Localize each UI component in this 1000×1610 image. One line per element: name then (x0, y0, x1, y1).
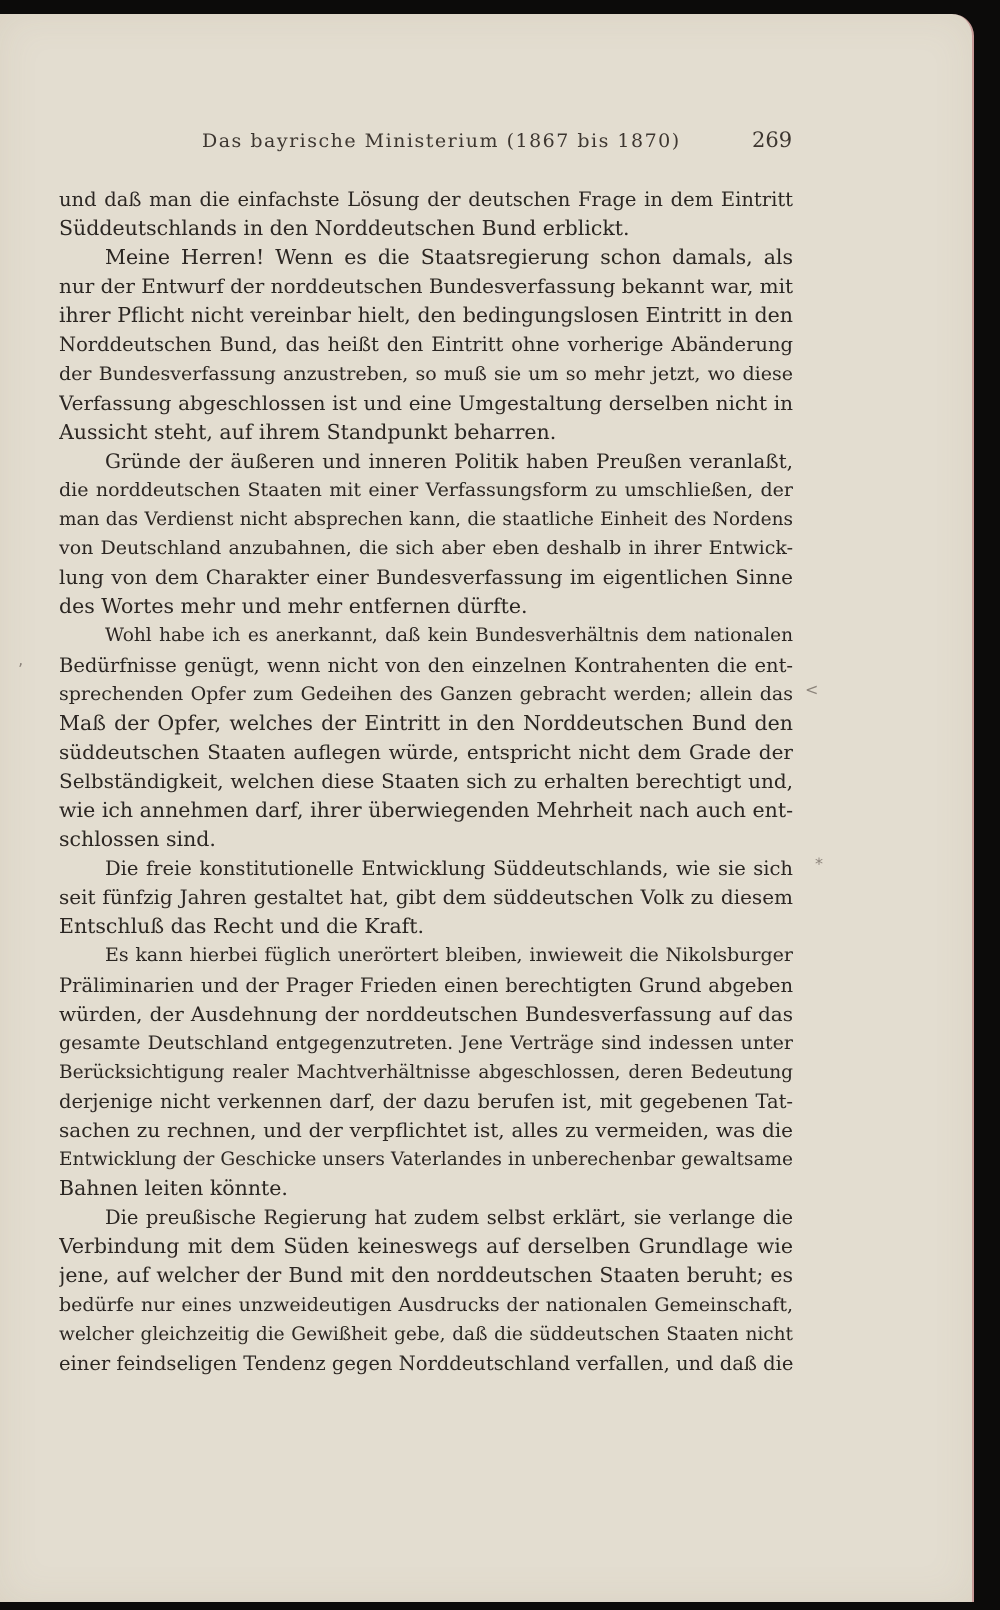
text-line: lung von dem Charakter einer Bundesverfassung im eigentlichen Sinne (59, 565, 793, 590)
text-line: Süddeutschlands in den Norddeutschen Bund erblickt. (59, 216, 630, 241)
text-line: sachen zu rechnen, und der verpflichtet ist, alles zu vermeiden, was die (59, 1118, 793, 1142)
text-line: Die freie konstitutionelle Entwicklung Süddeutschlands, wie sie sich (105, 857, 793, 881)
text-line: jene, auf welcher der Bund mit den norddeutschen Staaten beruht; es (59, 1263, 793, 1288)
book-page (0, 14, 974, 1602)
text-line: der Bundesverfassung anzustreben, so muß sie um so mehr jetzt, wo diese (59, 362, 793, 385)
page-number: 269 (752, 128, 793, 152)
body-text (59, 185, 793, 1378)
text-line: Bedürfnisse genügt, wenn nicht von den einzelnen Kontrahenten die ent- (59, 653, 793, 677)
text-line: seit fünfzig Jahren gestaltet hat, gibt dem süddeutschen Volk zu diesem (59, 885, 793, 910)
text-line: Norddeutschen Bund, das heißt den Eintritt ohne vorherige Abänderung (59, 333, 793, 357)
text-line: ihrer Pflicht nicht vereinbar hielt, den bedingungslosen Eintritt in den (59, 303, 793, 328)
text-line: Präliminarien und der Prager Frieden einen berechtigten Grund abgeben (59, 973, 793, 997)
text-line: Bahnen leiten könnte. (59, 1176, 288, 1201)
text-line: derjenige nicht verkennen darf, der dazu berufen ist, mit gegebenen Tat- (59, 1089, 793, 1113)
page-header (0, 126, 972, 156)
text-line: die norddeutschen Staaten mit einer Verfassungsform zu umschließen, der (59, 478, 793, 501)
text-line: Maß der Opfer, welches der Eintritt in den Norddeutschen Bund den (59, 710, 793, 735)
text-line: Entschluß das Recht und die Kraft. (59, 914, 425, 939)
text-line: Gründe der äußeren und inneren Politik haben Preußen veranlaßt, (105, 448, 793, 473)
text-line: Aussicht steht, auf ihrem Standpunkt beharren. (59, 419, 557, 444)
running-title: Das bayrische Ministerium (1867 bis 1870) (202, 130, 681, 152)
text-line: wie ich annehmen darf, ihrer überwiegenden Mehrheit nach auch ent- (59, 797, 793, 822)
text-line: schlossen sind. (59, 827, 216, 852)
text-line: Die preußische Regierung hat zudem selbst erklärt, sie verlange die (105, 1206, 793, 1230)
text-line: des Wortes mehr und mehr entfernen dürfte. (59, 594, 528, 619)
text-line: würden, der Ausdehnung der norddeutschen Bundesverfassung auf das (59, 1001, 793, 1026)
text-line: Berücksichtigung realer Machtverhältnisse abgeschlossen, deren Bedeutung (59, 1061, 793, 1083)
text-line: Meine Herren! Wenn es die Staatsregierung schon damals, als (105, 245, 793, 270)
text-line: Verbindung mit dem Süden keineswegs auf derselben Grundlage wie (59, 1234, 793, 1259)
margin-mark-asterisk: * (815, 854, 823, 873)
text-line: einer feindseligen Tendenz gegen Norddeutschland verfallen, und daß die (59, 1351, 793, 1375)
text-line: und daß man die einfachste Lösung der deutschen Frage in dem Eintritt (59, 188, 793, 211)
text-line: gesamte Deutschland entgegenzutreten. Jene Verträge sind indessen unter (59, 1031, 793, 1054)
text-line: welcher gleichzeitig die Gewißheit gebe, daß die süddeutschen Staaten nicht (59, 1323, 793, 1345)
text-line: nur der Entwurf der norddeutschen Bundesverfassung bekannt war, mit (59, 274, 793, 299)
text-line: von Deutschland anzubahnen, die sich aber eben deshalb in ihrer Entwick- (59, 537, 793, 560)
text-line: Entwicklung der Geschicke unsers Vaterlandes in unberechenbar gewaltsame (59, 1149, 793, 1171)
text-line: Verfassung abgeschlossen ist und eine Umgestaltung derselben nicht in (59, 390, 793, 415)
text-line: Es kann hierbei füglich unerörtert bleiben, inwieweit die Nikolsburger (105, 944, 793, 967)
margin-mark-right: < (805, 680, 819, 699)
text-line: sprechenden Opfer zum Gedeihen des Ganzen gebracht werden; allein das (59, 682, 793, 705)
text-line: süddeutschen Staaten auflegen würde, entspricht nicht dem Grade der (59, 739, 793, 764)
margin-mark-left: ‚ (18, 650, 24, 669)
text-line: Wohl habe ich es anerkannt, daß kein Bundesverhältnis dem nationalen (105, 625, 793, 647)
text-line: bedürfe nur eines unzweideutigen Ausdrucks der nationalen Gemeinschaft, (59, 1293, 793, 1316)
text-line: Selbständigkeit, welchen diese Staaten sich zu erhalten berechtigt und, (59, 768, 793, 793)
text-line: man das Verdienst nicht absprechen kann, die staatliche Einheit des Nordens (59, 509, 793, 531)
